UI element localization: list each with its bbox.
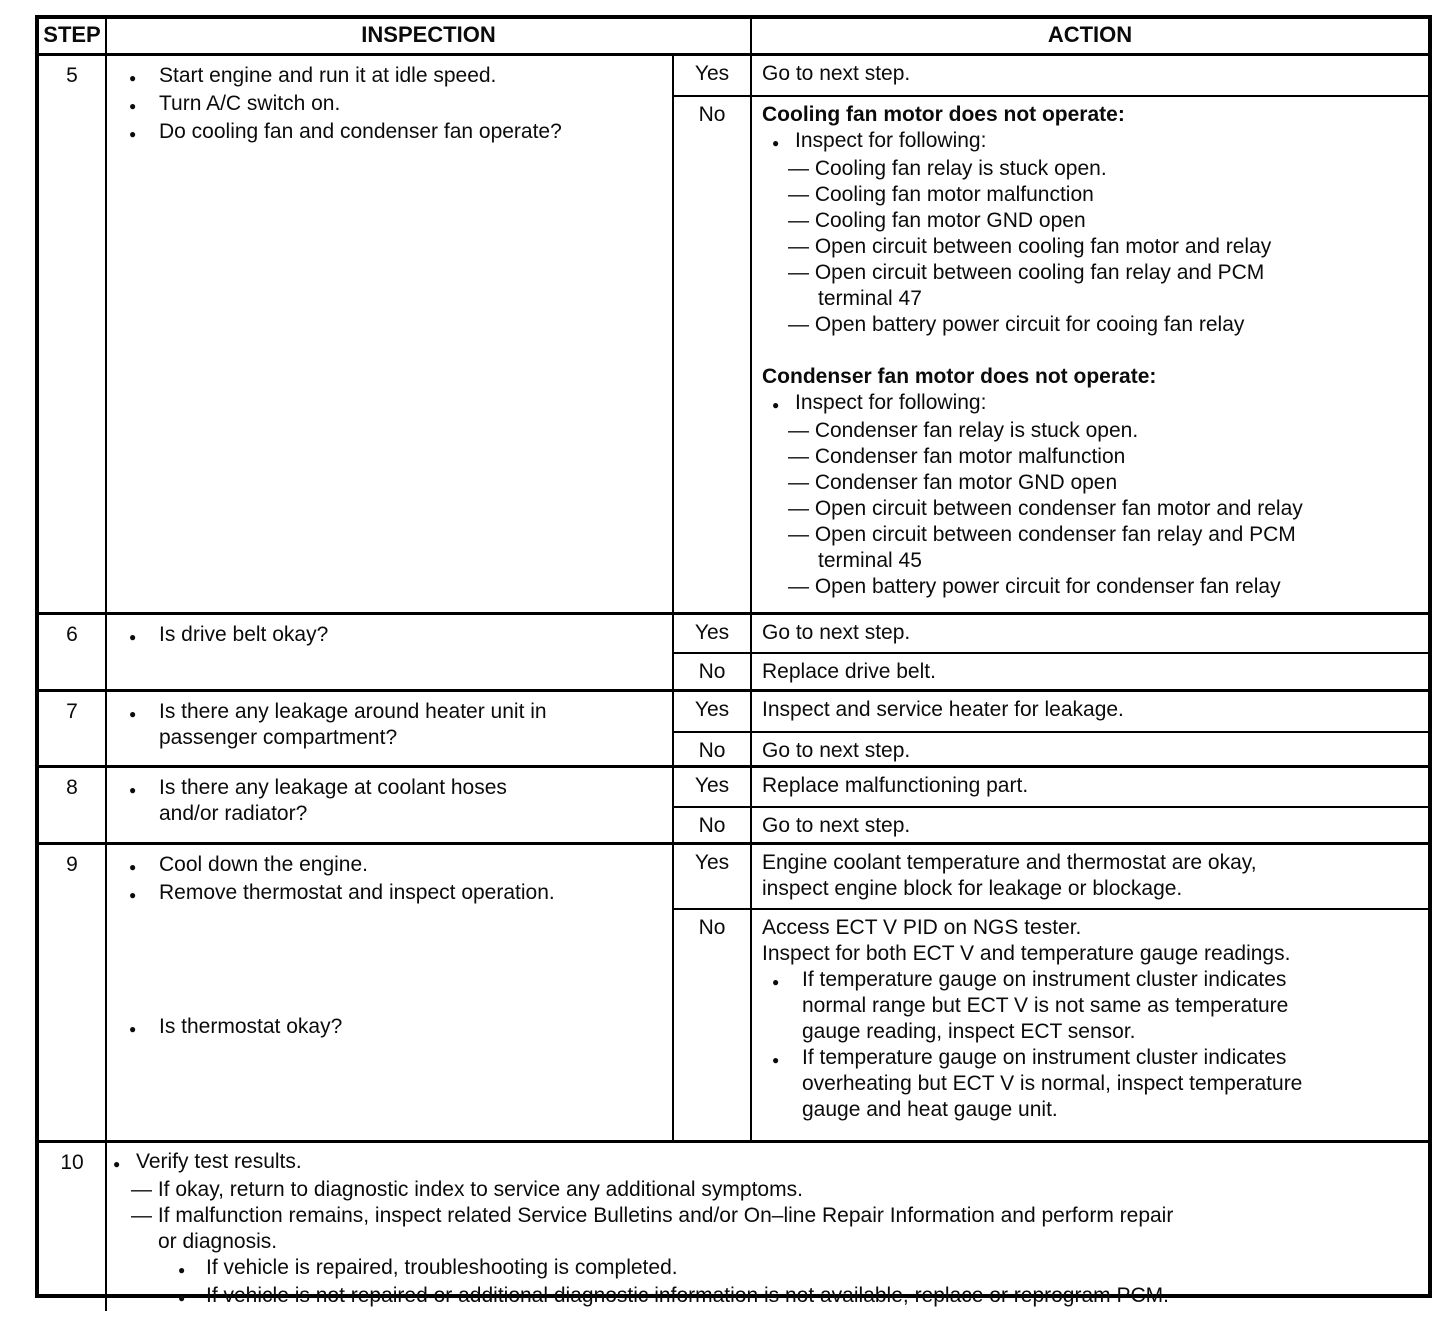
- action-line: Engine coolant temperature and thermostat are okay,: [762, 851, 1257, 874]
- step-6-yes-action-cell: [752, 615, 1428, 652]
- step-10-number: 10: [39, 1143, 107, 1311]
- action-bullet: [772, 1045, 1420, 1123]
- step-6-yes-branch: [674, 615, 1428, 652]
- dash-item-continuation: or diagnosis.: [158, 1230, 278, 1253]
- action-line: gauge and heat gauge unit.: [802, 1098, 1058, 1121]
- answer-no: No: [674, 654, 752, 689]
- header-step: STEP: [39, 19, 107, 53]
- bullet-icon: ●: [129, 707, 137, 721]
- header-action: ACTION: [1047, 22, 1133, 47]
- dash-item-continuation: terminal 47: [818, 287, 922, 310]
- answer-no: No: [674, 808, 752, 842]
- step-6-number: 6: [39, 615, 107, 689]
- step-6-no-branch: [674, 652, 1428, 689]
- bullet-icon: ●: [772, 975, 780, 989]
- step-6-no-action-cell: [752, 654, 1428, 689]
- step-7-branches: [674, 692, 1428, 765]
- step-6-inspection-cell: [107, 615, 674, 689]
- inspection-text: Is thermostat okay?: [159, 1015, 343, 1038]
- action-text: Go to next step.: [762, 739, 911, 762]
- step-7-yes-action-cell: [752, 692, 1428, 731]
- inspection-text: Turn A/C switch on.: [159, 92, 341, 115]
- step-10-content-cell: [107, 1143, 1428, 1311]
- action-text: Go to next step.: [762, 621, 911, 644]
- action-bullet: [772, 390, 1420, 418]
- table-header-row: [39, 19, 1428, 53]
- step-8-no-branch: [674, 806, 1428, 842]
- step-5-yes-branch: [674, 56, 1428, 95]
- step-7-yes-branch: [674, 692, 1428, 731]
- dash-item: — Open battery power circuit for cooing fan relay: [788, 313, 1245, 336]
- action-dash-list: [762, 418, 1420, 600]
- dash-item: — Open battery power circuit for condenser fan relay: [788, 575, 1281, 598]
- inspection-bullet: [129, 852, 662, 880]
- inspection-bullet: [129, 63, 662, 91]
- action-text: Inspect for following:: [795, 129, 987, 152]
- action-heading: Condenser fan motor does not operate:: [762, 365, 1157, 388]
- answer-yes: Yes: [674, 845, 752, 908]
- inspection-text: Do cooling fan and condenser fan operate?: [159, 120, 562, 143]
- action-heading: Cooling fan motor does not operate:: [762, 103, 1125, 126]
- step-5-no-branch: [674, 95, 1428, 612]
- step-7-no-action-cell: [752, 733, 1428, 765]
- bullet-icon: ●: [129, 783, 137, 797]
- step-5-no-action-cell: [752, 97, 1428, 612]
- action-text: [802, 967, 1420, 1045]
- step-10-row: [39, 1140, 1428, 1311]
- step-7-number: 7: [39, 692, 107, 765]
- troubleshooting-table: [35, 15, 1432, 1307]
- dash-item: — Cooling fan motor GND open: [788, 209, 1086, 232]
- step-10-sub-bullets: [178, 1255, 1418, 1311]
- action-text: [802, 1045, 1420, 1123]
- answer-yes: Yes: [674, 615, 752, 652]
- inspection-text: Start engine and run it at idle speed.: [159, 64, 497, 87]
- action-line: overheating but ECT V is normal, inspect temperature: [802, 1072, 1303, 1095]
- answer-no: No: [674, 733, 752, 765]
- bullet-icon: ●: [129, 127, 137, 141]
- action-text: Go to next step.: [762, 62, 911, 85]
- inspection-bullet: [129, 622, 662, 650]
- step-6-branches: [674, 615, 1428, 689]
- inspection-line: Is there any leakage at coolant hoses: [159, 776, 507, 799]
- action-line: If temperature gauge on instrument cluster indicates: [802, 968, 1287, 991]
- inspection-text: Is drive belt okay?: [159, 623, 329, 646]
- step-9-no-branch: [674, 908, 1428, 1140]
- inspection-bullet: [129, 1014, 662, 1042]
- step-9-yes-branch: [674, 845, 1428, 908]
- action-line: Inspect for both ECT V and temperature gauge readings.: [762, 942, 1291, 965]
- step-9-no-action-cell: [752, 910, 1428, 1140]
- step-10-dash-list: [131, 1177, 1418, 1255]
- dash-item: — Open circuit between cooling fan motor and relay: [788, 235, 1272, 258]
- action-text: Go to next step.: [762, 814, 911, 837]
- step-8-no-action-cell: [752, 808, 1428, 842]
- inspection-bullet: [129, 775, 662, 827]
- inspection-text: Remove thermostat and inspect operation.: [159, 881, 555, 904]
- sub-bullet: [178, 1283, 1418, 1311]
- dash-item: — Open circuit between cooling fan relay and PCM: [788, 261, 1265, 284]
- inspection-bullet: [129, 119, 662, 147]
- bullet-icon: ●: [178, 1291, 186, 1305]
- step-9-branches: [674, 845, 1428, 1140]
- action-dash-list: [762, 156, 1420, 338]
- bullet-icon: ●: [129, 860, 137, 874]
- step-5-yes-action-cell: [752, 56, 1428, 95]
- step-6-row: [39, 612, 1428, 689]
- dash-item: — Open circuit between condenser fan motor and relay: [788, 497, 1303, 520]
- inspection-bullet: [129, 880, 662, 908]
- inspection-line: Is there any leakage around heater unit in: [159, 700, 547, 723]
- step-5-number: 5: [39, 56, 107, 612]
- action-text: Replace malfunctioning part.: [762, 774, 1029, 797]
- verify-bullet: [113, 1149, 1418, 1177]
- sub-bullet: [178, 1255, 1418, 1283]
- step-8-yes-branch: [674, 768, 1428, 806]
- bullet-icon: ●: [129, 71, 137, 85]
- action-line: gauge reading, inspect ECT sensor.: [802, 1020, 1136, 1043]
- step-8-number: 8: [39, 768, 107, 842]
- inspection-text: Cool down the engine.: [159, 853, 368, 876]
- answer-yes: Yes: [674, 692, 752, 731]
- step-9-row: [39, 842, 1428, 1140]
- step-9-inspection-cell: [107, 845, 674, 1140]
- step-5-branches: [674, 56, 1428, 612]
- dash-item: — If malfunction remains, inspect related Service Bulletins and/or On–line Repair Information and perform repair: [131, 1204, 1174, 1227]
- inspection-text: [159, 775, 662, 827]
- action-text: Replace drive belt.: [762, 660, 936, 683]
- inspection-text: [159, 699, 662, 751]
- step-9-yes-action-cell: [752, 845, 1428, 908]
- answer-no: No: [674, 97, 752, 612]
- dash-item: — If okay, return to diagnostic index to service any additional symptoms.: [131, 1178, 803, 1201]
- bullet-icon: ●: [129, 630, 137, 644]
- dash-item: — Condenser fan motor GND open: [788, 471, 1118, 494]
- inspection-bullet: [129, 699, 662, 751]
- inspection-line: passenger compartment?: [159, 726, 398, 749]
- step-5-inspection-cell: [107, 56, 674, 612]
- inspection-line: and/or radiator?: [159, 802, 308, 825]
- action-text: Inspect for following:: [795, 391, 987, 414]
- header-inspection: INSPECTION: [107, 19, 752, 53]
- dash-item: — Condenser fan relay is stuck open.: [788, 419, 1139, 442]
- bullet-icon: ●: [772, 1053, 780, 1067]
- action-line: inspect engine block for leakage or blockage.: [762, 877, 1183, 900]
- step-8-yes-action-cell: [752, 768, 1428, 806]
- answer-no: No: [674, 910, 752, 1140]
- bullet-icon: ●: [772, 136, 780, 150]
- action-line: normal range but ECT V is not same as temperature: [802, 994, 1289, 1017]
- step-9-number: 9: [39, 845, 107, 1140]
- sub-bullet-text: If vehicle is repaired, troubleshooting is completed.: [206, 1256, 678, 1279]
- step-7-row: [39, 689, 1428, 765]
- bullet-icon: ●: [178, 1263, 186, 1277]
- bullet-icon: ●: [129, 888, 137, 902]
- bullet-icon: ●: [129, 99, 137, 113]
- answer-yes: Yes: [674, 56, 752, 95]
- answer-yes: Yes: [674, 768, 752, 806]
- action-bullet: [772, 967, 1420, 1045]
- step-8-inspection-cell: [107, 768, 674, 842]
- dash-item: — Cooling fan motor malfunction: [788, 183, 1094, 206]
- bullet-icon: ●: [772, 398, 780, 412]
- step-5-row: [39, 53, 1428, 612]
- step-7-inspection-cell: [107, 692, 674, 765]
- bullet-icon: ●: [113, 1157, 121, 1171]
- verify-text: Verify test results.: [136, 1150, 302, 1173]
- action-line: Access ECT V PID on NGS tester.: [762, 916, 1082, 939]
- bullet-icon: ●: [129, 1022, 137, 1036]
- step-8-branches: [674, 768, 1428, 842]
- action-line: If temperature gauge on instrument cluster indicates: [802, 1046, 1287, 1069]
- action-bullet: [772, 128, 1420, 156]
- sub-bullet-text: If vehicle is not repaired or additional diagnostic information is not available, replace or reprogram PCM.: [206, 1284, 1169, 1307]
- step-8-row: [39, 765, 1428, 842]
- action-text: Inspect and service heater for leakage.: [762, 698, 1124, 721]
- dash-item: — Open circuit between condenser fan relay and PCM: [788, 523, 1296, 546]
- step-7-no-branch: [674, 731, 1428, 765]
- dash-item: — Condenser fan motor malfunction: [788, 445, 1126, 468]
- dash-item-continuation: terminal 45: [818, 549, 922, 572]
- inspection-bullet: [129, 91, 662, 119]
- dash-item: — Cooling fan relay is stuck open.: [788, 157, 1107, 180]
